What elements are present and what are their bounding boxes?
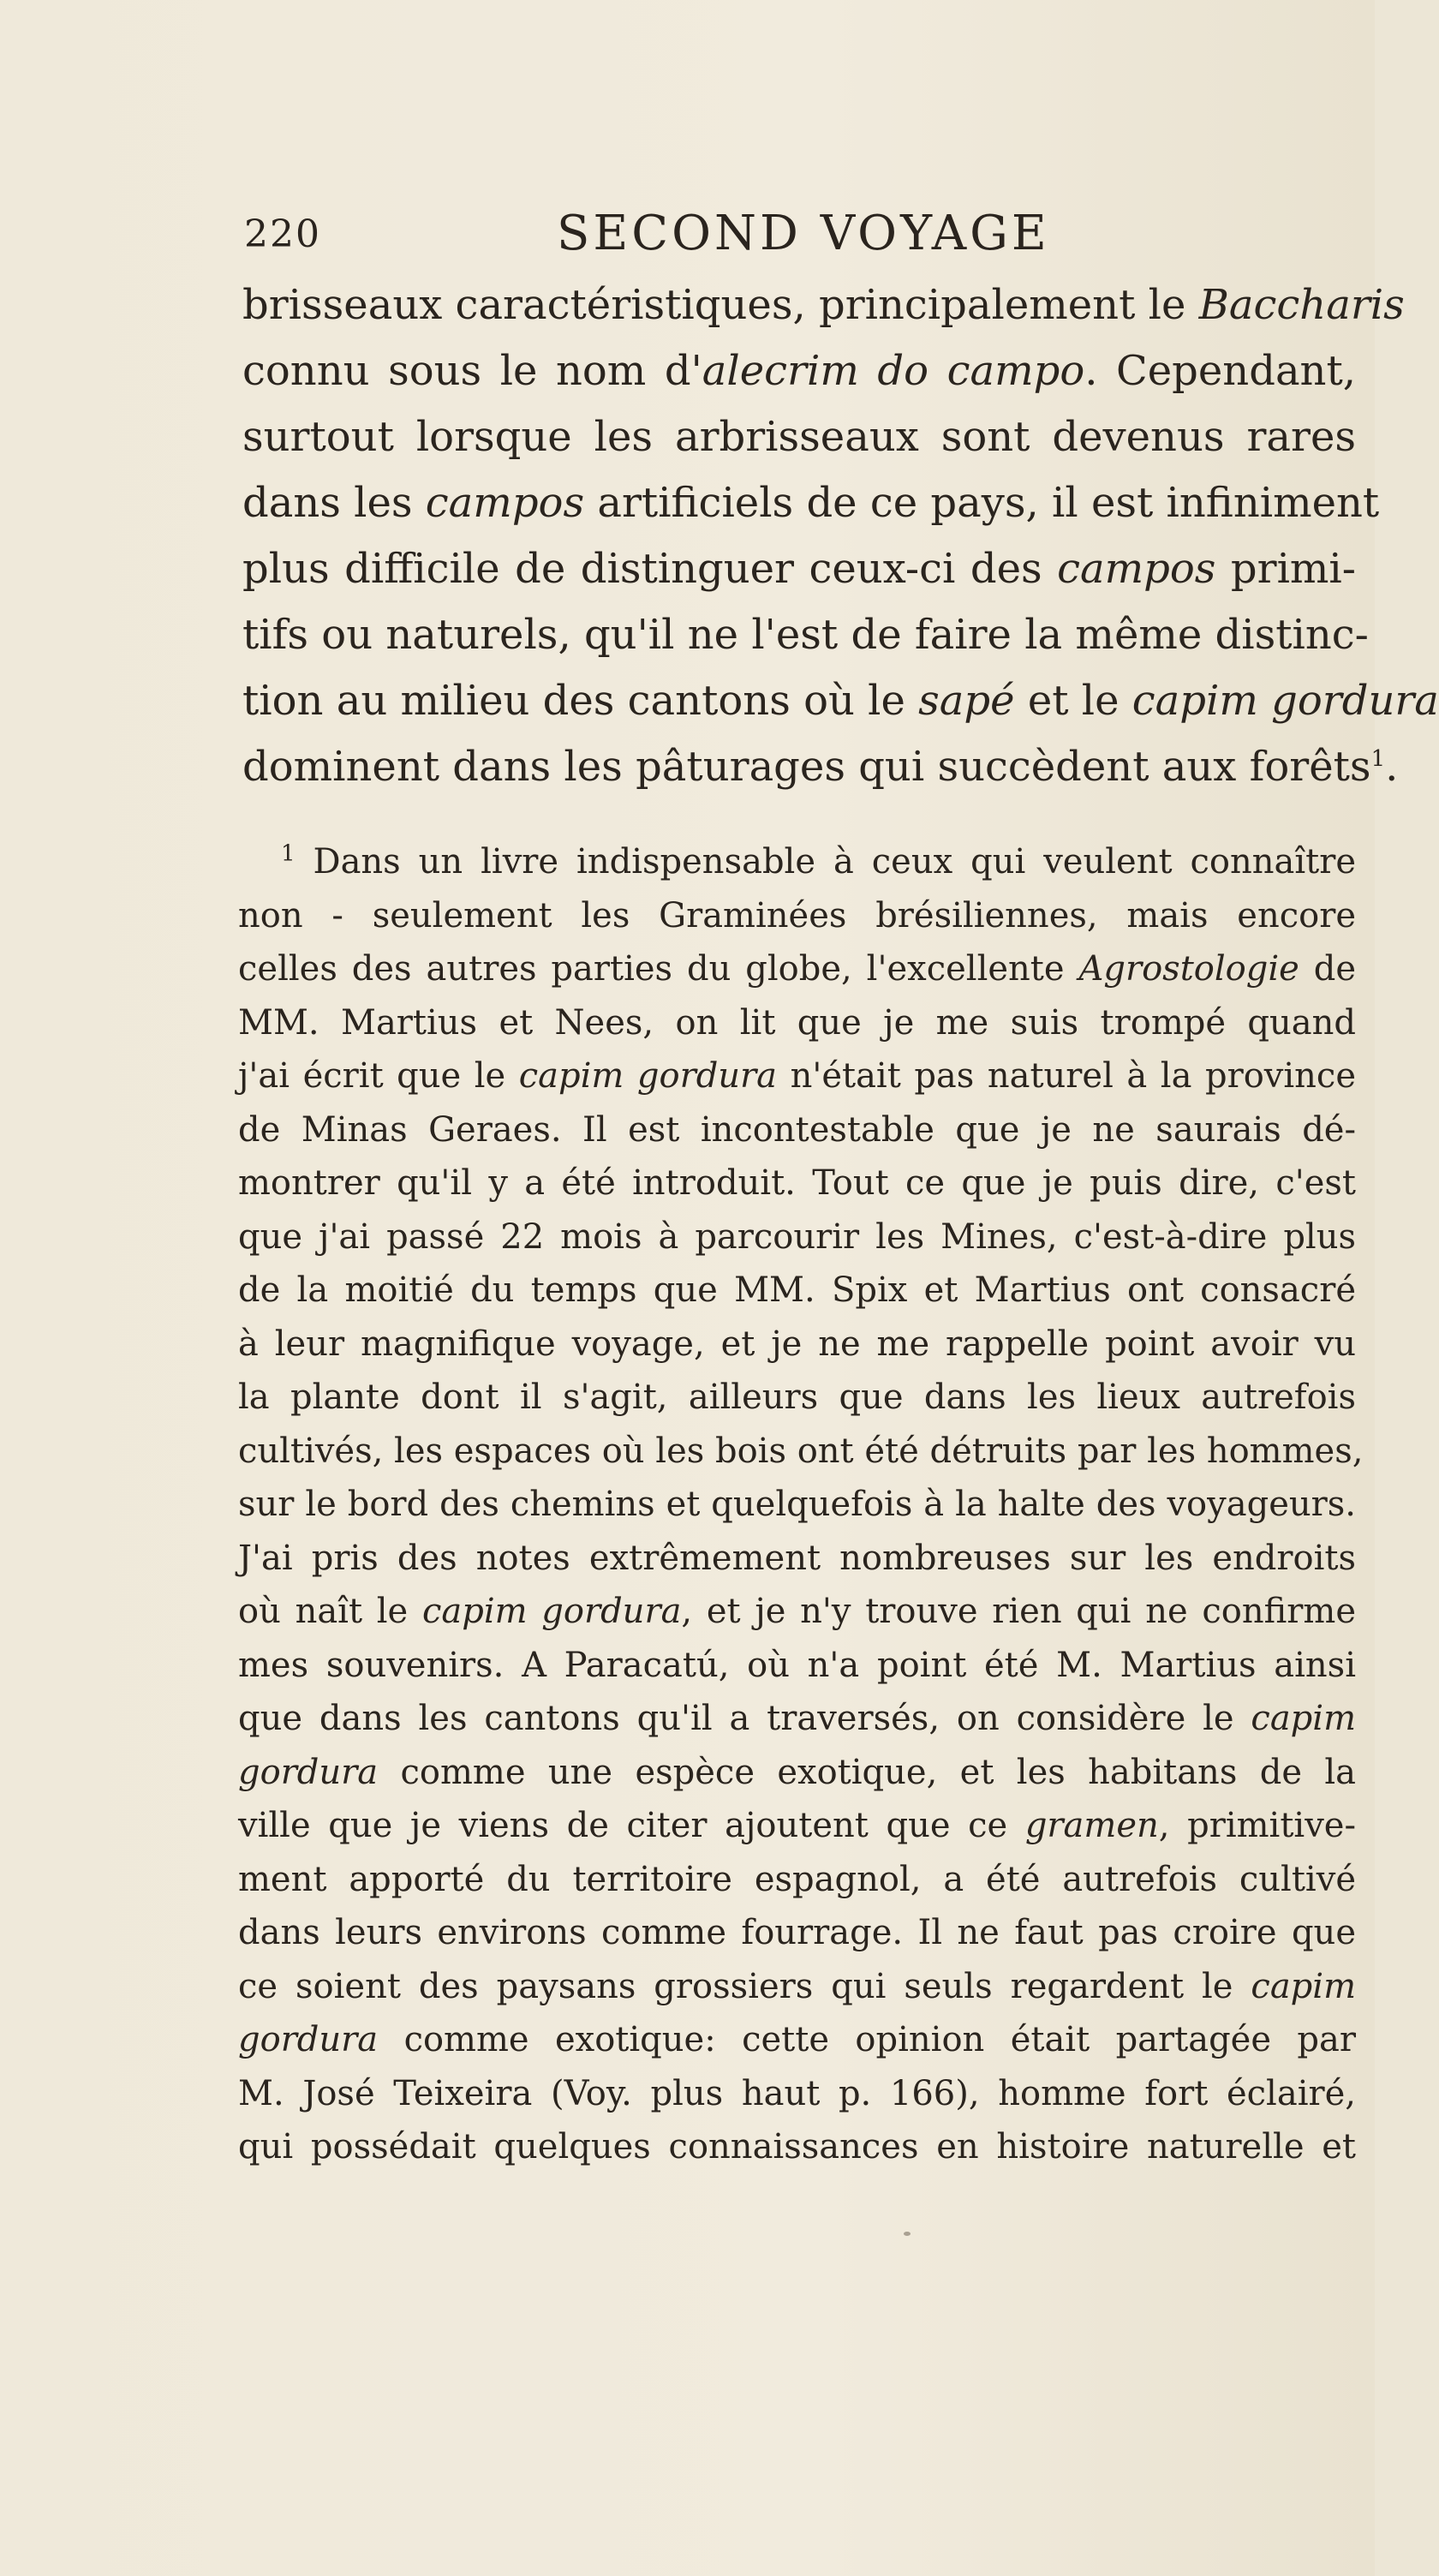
main-text-line: tifs ou naturels, qu'il ne l'est de faire la même distinc- (242, 611, 1369, 659)
italic-term: gordura (238, 2020, 379, 2059)
paper-speck (904, 2232, 911, 2236)
footnote-line: j'ai écrit que le capim gordura n'était pas naturel à la province (238, 1056, 1357, 1096)
footnote-marker: 1 (281, 840, 296, 867)
italic-term: campos (1057, 545, 1216, 593)
footnote-line: dans leurs environs comme fourrage. Il ne faut pas croire que (238, 1913, 1356, 1952)
main-text (242, 272, 1439, 800)
footnote-line: que j'ai passé 22 mois à parcourir les Mines, c'est-à-dire plus (238, 1216, 1356, 1257)
main-text-line: dominent dans les pâturages qui succèdent aux forêts$^1$. (242, 743, 1399, 791)
italic-term: sapé (918, 677, 1015, 725)
footnote-line: ment apporté du territoire espagnol, a été autrefois cultivé (238, 1859, 1356, 1899)
italic-term: capim (1251, 1966, 1356, 2006)
footnote-line: J'ai pris des notes extrêmement nombreuses sur les endroits (238, 1538, 1356, 1578)
italic-term: capim (1251, 1699, 1356, 1738)
italic-term: gramen (1024, 1806, 1159, 1845)
main-text-line: plus difficile de distinguer ceux-ci des campos primi- (242, 545, 1357, 593)
footnote-line: sur le bord des chemins et quelquefois à la halte des voyageurs. (238, 1485, 1356, 1524)
italic-term: capim gordura (1131, 677, 1439, 725)
italic-term: capim gordura (518, 1056, 778, 1096)
italic-term: campos (425, 479, 585, 527)
main-text-line: connu sous le nom d'alecrim do campo. Cependant, (242, 347, 1357, 395)
footnote-line: à leur magnifique voyage, et je ne me rappelle point avoir vu (238, 1324, 1356, 1364)
footnote-line: gordura comme exotique: cette opinion était partagée par (238, 2020, 1356, 2059)
footnote (238, 835, 1364, 2174)
footnote-line: de la moitié du temps que MM. Spix et Martius ont consacré (238, 1270, 1356, 1310)
footnote-line: que dans les cantons qu'il a traversés, on considère le capim (238, 1699, 1356, 1738)
running-title: SECOND VOYAGE (557, 206, 1050, 261)
main-text-line: surtout lorsque les arbrisseaux sont devenus rares (242, 413, 1356, 461)
italic-term: gordura (238, 1752, 379, 1792)
footnote-line: non - seulement les Graminées brésiliennes, mais encore (238, 895, 1356, 935)
running-head (236, 206, 1375, 266)
footnote-line: mes souvenirs. A Paracatú, où n'a point été M. Martius ainsi (238, 1645, 1356, 1685)
footnote-line: qui possédait quelques connaissances en histoire naturelle et (238, 2127, 1356, 2167)
italic-term: Baccharis (1198, 281, 1405, 329)
main-text-line: dans les campos artificiels de ce pays, il est infiniment (242, 479, 1380, 527)
footnote-line: ce soient des paysans grossiers qui seuls regardent le capim (238, 1966, 1356, 2006)
footnote-line: $^1$ Dans un livre indispensable à ceux qui veulent connaître (281, 840, 1357, 882)
main-text-line: brisseaux caractéristiques, principalement le Baccharis (242, 281, 1405, 329)
italic-term: alecrim do campo (702, 347, 1085, 395)
footnote-line: la plante dont il s'agit, ailleurs que dans les lieux autrefois (238, 1378, 1356, 1417)
main-text-line: tion au milieu des cantons où le sapé et le capim gordura (242, 677, 1439, 725)
page-number: 220 (244, 212, 321, 256)
italic-term: Agrostologie (1078, 949, 1299, 989)
footnote-line: M. José Teixeira (Voy. plus haut p. 166), homme fort éclairé, (238, 2073, 1356, 2113)
footnote-line: montrer qu'il y a été introduit. Tout ce que je puis dire, c'est (238, 1163, 1356, 1203)
footnote-line: de Minas Geraes. Il est incontestable que je ne saurais dé- (238, 1109, 1356, 1150)
footnote-line: où naît le capim gordura, et je n'y trouve rien qui ne confirme (238, 1592, 1357, 1631)
footnote-line: gordura comme une espèce exotique, et les habitans de la (238, 1752, 1356, 1792)
footnote-line: celles des autres parties du globe, l'excellente Agrostologie de (238, 949, 1356, 989)
footnote-line: MM. Martius et Nees, on lit que je me suis trompé quand (238, 1002, 1356, 1043)
italic-term: capim gordura (421, 1592, 682, 1631)
footnote-line: ville que je viens de citer ajoutent que ce gramen, primitive- (238, 1806, 1356, 1845)
footnote-reference: 1 (1370, 746, 1386, 772)
footnote-line: cultivés, les espaces où les bois ont été détruits par les hommes, (238, 1431, 1364, 1471)
